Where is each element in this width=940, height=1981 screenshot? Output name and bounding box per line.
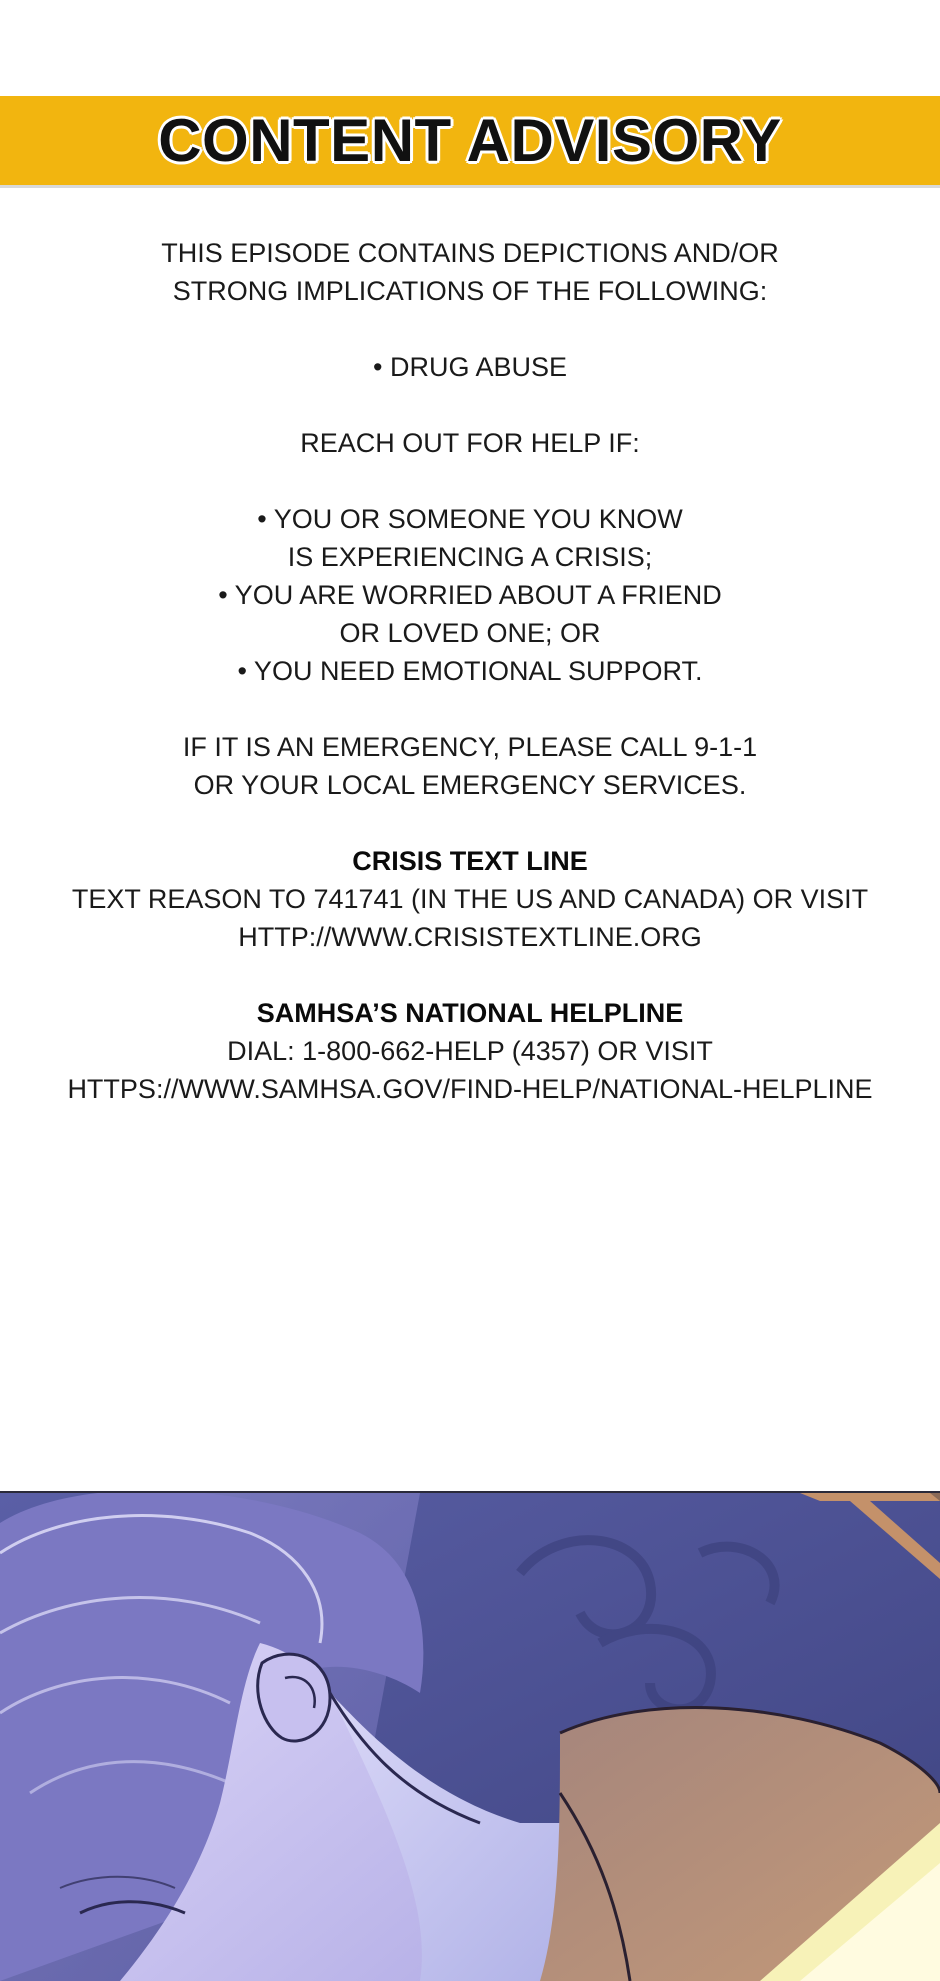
help-item: • YOU NEED EMOTIONAL SUPPORT. xyxy=(237,656,703,686)
advisory-text-block xyxy=(0,234,940,1108)
crisis-text-line-heading: CRISIS TEXT LINE xyxy=(352,846,588,876)
intro-line: STRONG IMPLICATIONS OF THE FOLLOWING: xyxy=(172,276,768,306)
comic-panel-artwork xyxy=(0,1491,940,1981)
content-advisory-banner xyxy=(0,96,940,188)
emergency-line: IF IT IS AN EMERGENCY, PLEASE CALL 9-1-1 xyxy=(182,732,758,762)
help-item: • YOU OR SOMEONE YOU KNOW xyxy=(257,504,683,534)
help-item: OR LOVED ONE; OR xyxy=(339,618,601,648)
help-item: IS EXPERIENCING A CRISIS; xyxy=(287,542,653,572)
crisis-text-line-url: HTTP://WWW.CRISISTEXTLINE.ORG xyxy=(238,922,702,952)
topic-item: • DRUG ABUSE xyxy=(373,352,567,382)
samhsa-heading: SAMHSA’S NATIONAL HELPLINE xyxy=(256,998,684,1028)
crisis-text-line-instruction: TEXT REASON TO 741741 (IN THE US AND CANADA) OR VISIT xyxy=(71,884,869,914)
help-heading: REACH OUT FOR HELP IF: xyxy=(300,428,640,458)
samhsa-instruction: DIAL: 1-800-662-HELP (4357) OR VISIT xyxy=(227,1036,713,1066)
help-item: • YOU ARE WORRIED ABOUT A FRIEND xyxy=(218,580,722,610)
banner-title: CONTENT ADVISORY xyxy=(158,106,782,174)
samhsa-url: HTTPS://WWW.SAMHSA.GOV/FIND-HELP/NATIONAL-HELPLINE xyxy=(67,1074,873,1104)
intro-line: THIS EPISODE CONTAINS DEPICTIONS AND/OR xyxy=(161,238,779,268)
emergency-line: OR YOUR LOCAL EMERGENCY SERVICES. xyxy=(193,770,747,800)
